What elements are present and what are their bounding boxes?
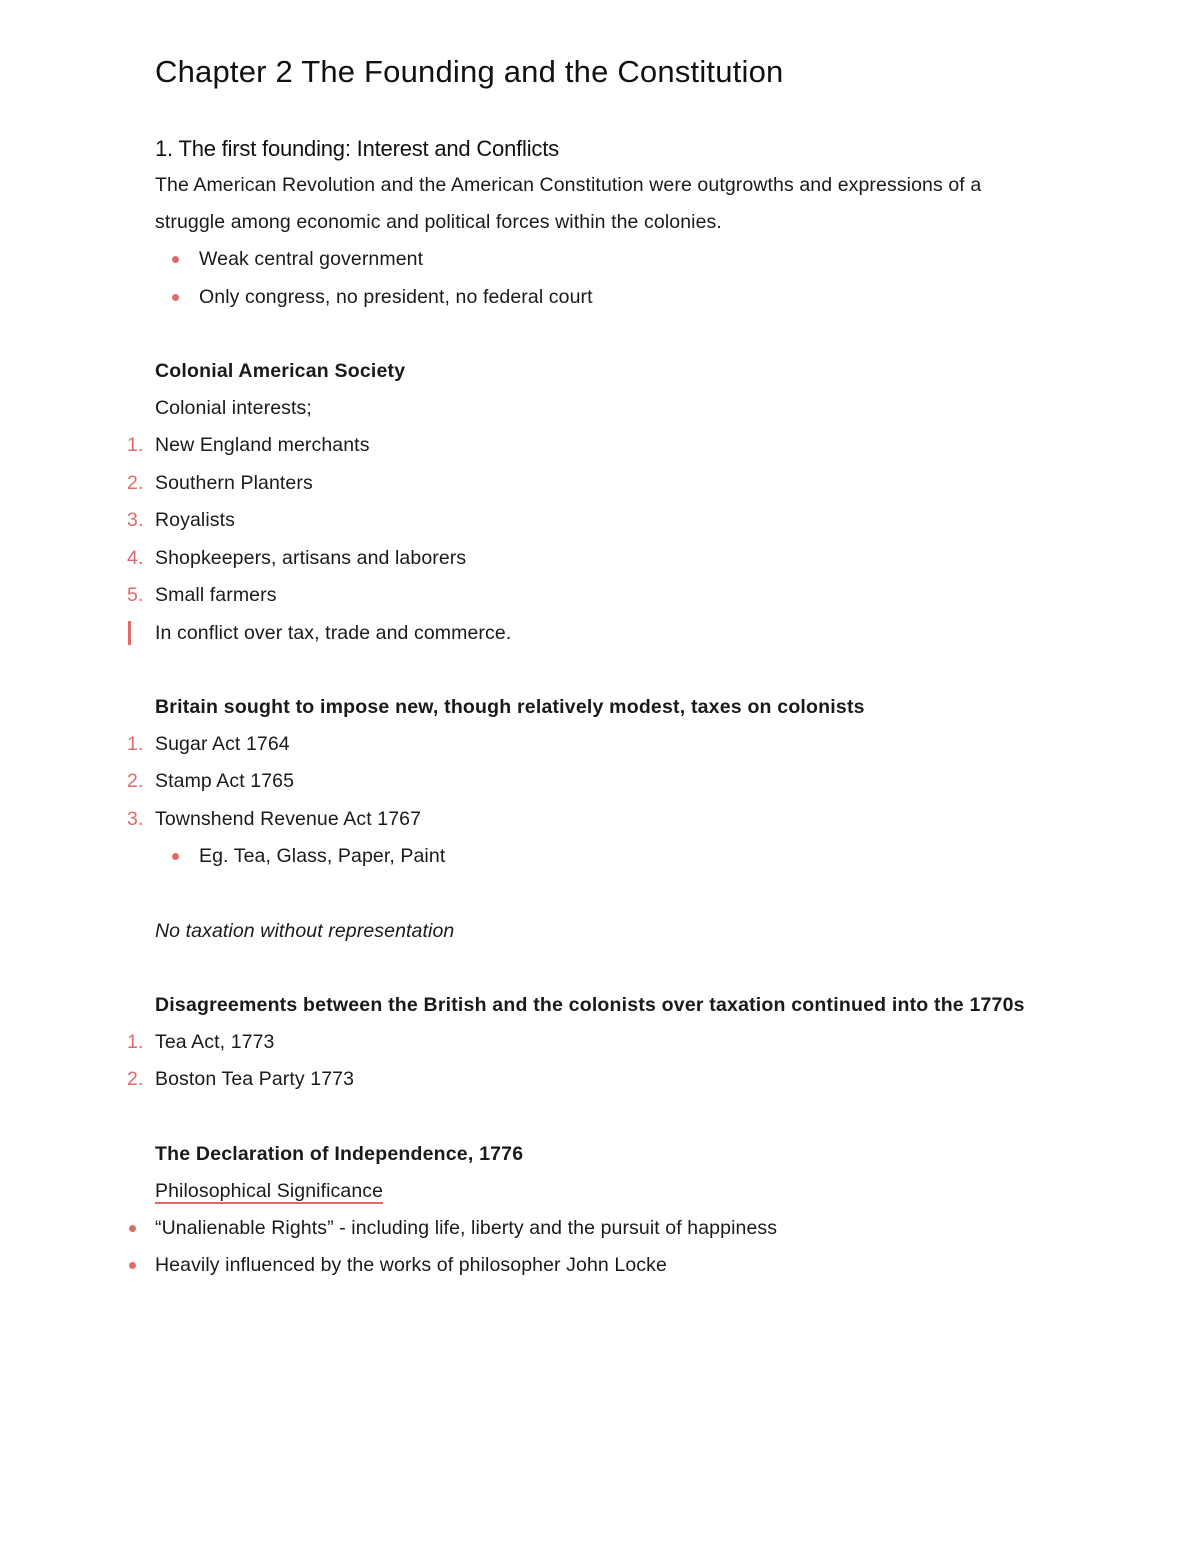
list-number: 2. <box>127 471 144 494</box>
section1-paragraph: The American Revolution and the American Constitution were outgrowths and expressions of a struggle among economic and political forces within the colonies. <box>155 174 982 233</box>
list-item: Eg. Tea, Glass, Paper, Paint <box>155 838 1055 876</box>
colonial-numbered-list <box>127 427 1055 615</box>
list-item: 5. Small farmers <box>155 577 1055 615</box>
disagreements-section <box>127 987 1055 1099</box>
disagreements-heading: Disagreements between the British and the colonists over taxation continued into the 1770s <box>155 993 1025 1016</box>
britain-section <box>127 689 1055 950</box>
list-item: Heavily influenced by the works of philosopher John Locke <box>155 1247 1055 1285</box>
disagreements-numbered-list <box>127 1024 1055 1099</box>
colonial-heading: Colonial American Society <box>155 360 406 382</box>
list-number: 3. <box>127 509 144 531</box>
list-number: 2. <box>127 770 144 792</box>
list-item: 2. Stamp Act 1765 <box>155 763 1055 801</box>
bullet-icon <box>172 853 179 860</box>
list-number: 2. <box>127 1068 144 1090</box>
bullet-icon <box>172 294 179 301</box>
declaration-bullet-list <box>155 1210 1055 1285</box>
block-quote: In conflict over tax, trade and commerce. <box>155 615 1055 652</box>
britain-sub-bullet-list <box>155 838 1055 876</box>
list-item: 3. Townshend Revenue Act 1767 <box>155 801 1055 839</box>
list-item: 1. New England merchants <box>155 427 1055 465</box>
colonial-intro: Colonial interests; <box>155 397 312 419</box>
list-item: 1. Sugar Act 1764 <box>155 726 1055 764</box>
document-content <box>127 52 1055 1285</box>
list-item: 2. Southern Planters <box>155 465 1055 503</box>
list-item: “Unalienable Rights” - including life, liberty and the pursuit of happiness <box>155 1210 1055 1248</box>
colonial-section <box>127 353 1055 652</box>
list-item: Only congress, no president, no federal court <box>155 279 1055 317</box>
list-item: 1. Tea Act, 1773 <box>155 1024 1055 1062</box>
britain-numbered-list <box>127 726 1055 839</box>
list-item: Weak central government <box>155 241 1055 279</box>
page-title: Chapter 2 The Founding and the Constitution <box>155 54 784 89</box>
list-number: 1. <box>127 732 144 755</box>
list-number: 3. <box>127 807 144 830</box>
list-number: 1. <box>127 434 144 456</box>
italic-note: No taxation without representation <box>155 919 455 942</box>
britain-heading: Britain sought to impose new, though relatively modest, taxes on colonists <box>155 695 865 718</box>
bullet-icon <box>172 256 179 263</box>
list-number: 5. <box>127 584 144 606</box>
list-number: 4. <box>127 546 144 569</box>
list-item: 3. Royalists <box>155 502 1055 540</box>
declaration-subheading-row <box>155 1173 1055 1210</box>
declaration-section <box>155 1136 1055 1285</box>
list-number: 1. <box>127 1030 144 1053</box>
list-item: 4. Shopkeepers, artisans and laborers <box>155 540 1055 578</box>
bullet-icon <box>129 1225 136 1232</box>
quote-bar-icon <box>128 621 131 645</box>
section1-bullet-list <box>155 241 1055 316</box>
declaration-subheading: Philosophical Significance <box>155 1179 384 1202</box>
bullet-icon <box>129 1262 136 1269</box>
list-item: 2. Boston Tea Party 1773 <box>155 1061 1055 1099</box>
section1-heading: 1. The first founding: Interest and Conflicts <box>155 136 559 161</box>
declaration-heading: The Declaration of Independence, 1776 <box>155 1142 524 1165</box>
